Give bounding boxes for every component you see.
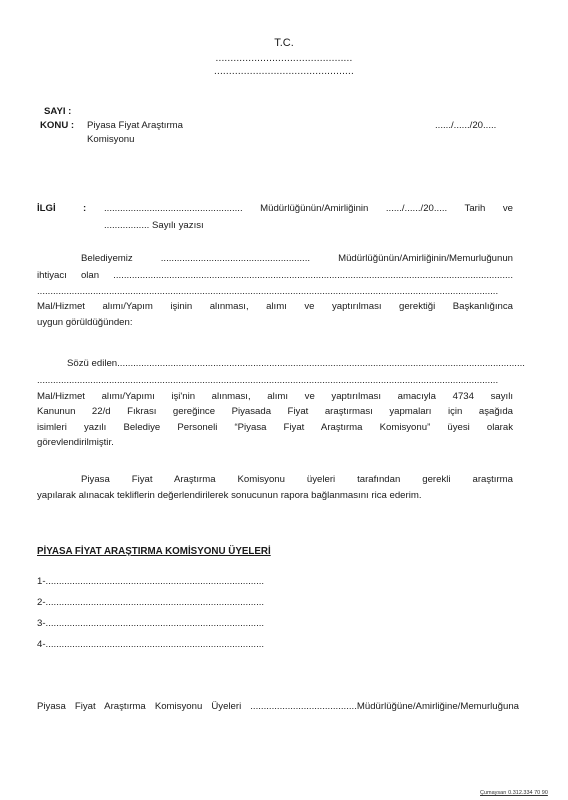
- paragraph3-line2: yapılarak alınacak tekliflerin değerlendirilerek sonucunun rapora bağlanmasını rica ederim.: [37, 490, 422, 501]
- document-date: ....../....../20.....: [435, 120, 497, 131]
- paragraph1-line1: Belediyemiz ........................................................ Müdürlüğünün/Amirliğinin/Memurluğunun: [81, 253, 513, 264]
- sayi-label: SAYI :: [44, 106, 72, 117]
- konu-label: KONU :: [40, 120, 75, 131]
- ilgi-line1: .................................................... Müdürlüğünün/Amirliğinin ....../....../20..... Tarih ve: [104, 203, 513, 214]
- ilgi-colon: :: [83, 203, 87, 214]
- konu-value-line2: Komisyonu: [87, 134, 135, 145]
- ilgi-line2: ................. Sayılı yazısı: [104, 220, 204, 231]
- footer-contact: Çumaysarı 0.312.334 70 90: [480, 790, 548, 796]
- paragraph3-line1: Piyasa Fiyat Araştırma Komisyonu üyeleri tarafından gerekli araştırma: [81, 474, 513, 485]
- paragraph2-line3: Mal/Hizmet alımı/Yapımı işi'nin alınması, alımı ve yaptırılması amacıyla 4734 sayılı: [37, 390, 513, 402]
- institution-line-1: ..............................................: [215, 53, 353, 64]
- member-line-4: 4-..................................................................................: [37, 639, 265, 650]
- paragraph1-line5: uygun görüldüğünden:: [37, 316, 133, 328]
- paragraph2-line2: .............................................................................................................................................................................: [37, 375, 499, 386]
- members-heading: PİYASA FİYAT ARAŞTIRMA KOMİSYONU ÜYELERİ: [37, 546, 271, 557]
- paragraph2-line5: isimleri yazılı Belediye Personeli “Piyasa Fiyat Araştırma Komisyonu” üyesi olarak: [37, 421, 513, 433]
- paragraph2-line6: görevlendirilmiştir.: [37, 437, 114, 449]
- member-line-1: 1-..................................................................................: [37, 576, 265, 587]
- ilgi-label: İLGİ: [37, 203, 56, 214]
- member-line-2: 2-..................................................................................: [37, 597, 265, 608]
- document-title: T.C.: [274, 37, 294, 49]
- konu-value-line1: Piyasa Fiyat Araştırma: [87, 120, 183, 131]
- paragraph1: [37, 268, 513, 330]
- paragraph2-line4: Kanunun 22/d Fıkrası gereğince Piyasada Fiyat araştırması yapmaları için aşağıda: [37, 406, 513, 418]
- paragraph1-line2: ihtiyacı olan ......................................................................................................................................................: [37, 270, 513, 281]
- paragraph1-line4: Mal/Hizmet alımı/Yapım işinin alınması, alımı ve yaptırılması gerektiği Başkanlığınca: [37, 301, 513, 313]
- paragraph2-line1: Sözü edilen.........................................................................................................................................................: [67, 358, 525, 369]
- member-line-3: 3-..................................................................................: [37, 618, 265, 629]
- institution-line-2: ...............................................: [214, 66, 354, 77]
- paragraph2: [37, 373, 513, 451]
- paragraph1-line3: .............................................................................................................................................................................: [37, 285, 499, 297]
- signature-line: Piyasa Fiyat Araştırma Komisyonu Üyeleri ........................................Müdürlüğüne/Amirliğine/Memurluğuna: [37, 701, 519, 712]
